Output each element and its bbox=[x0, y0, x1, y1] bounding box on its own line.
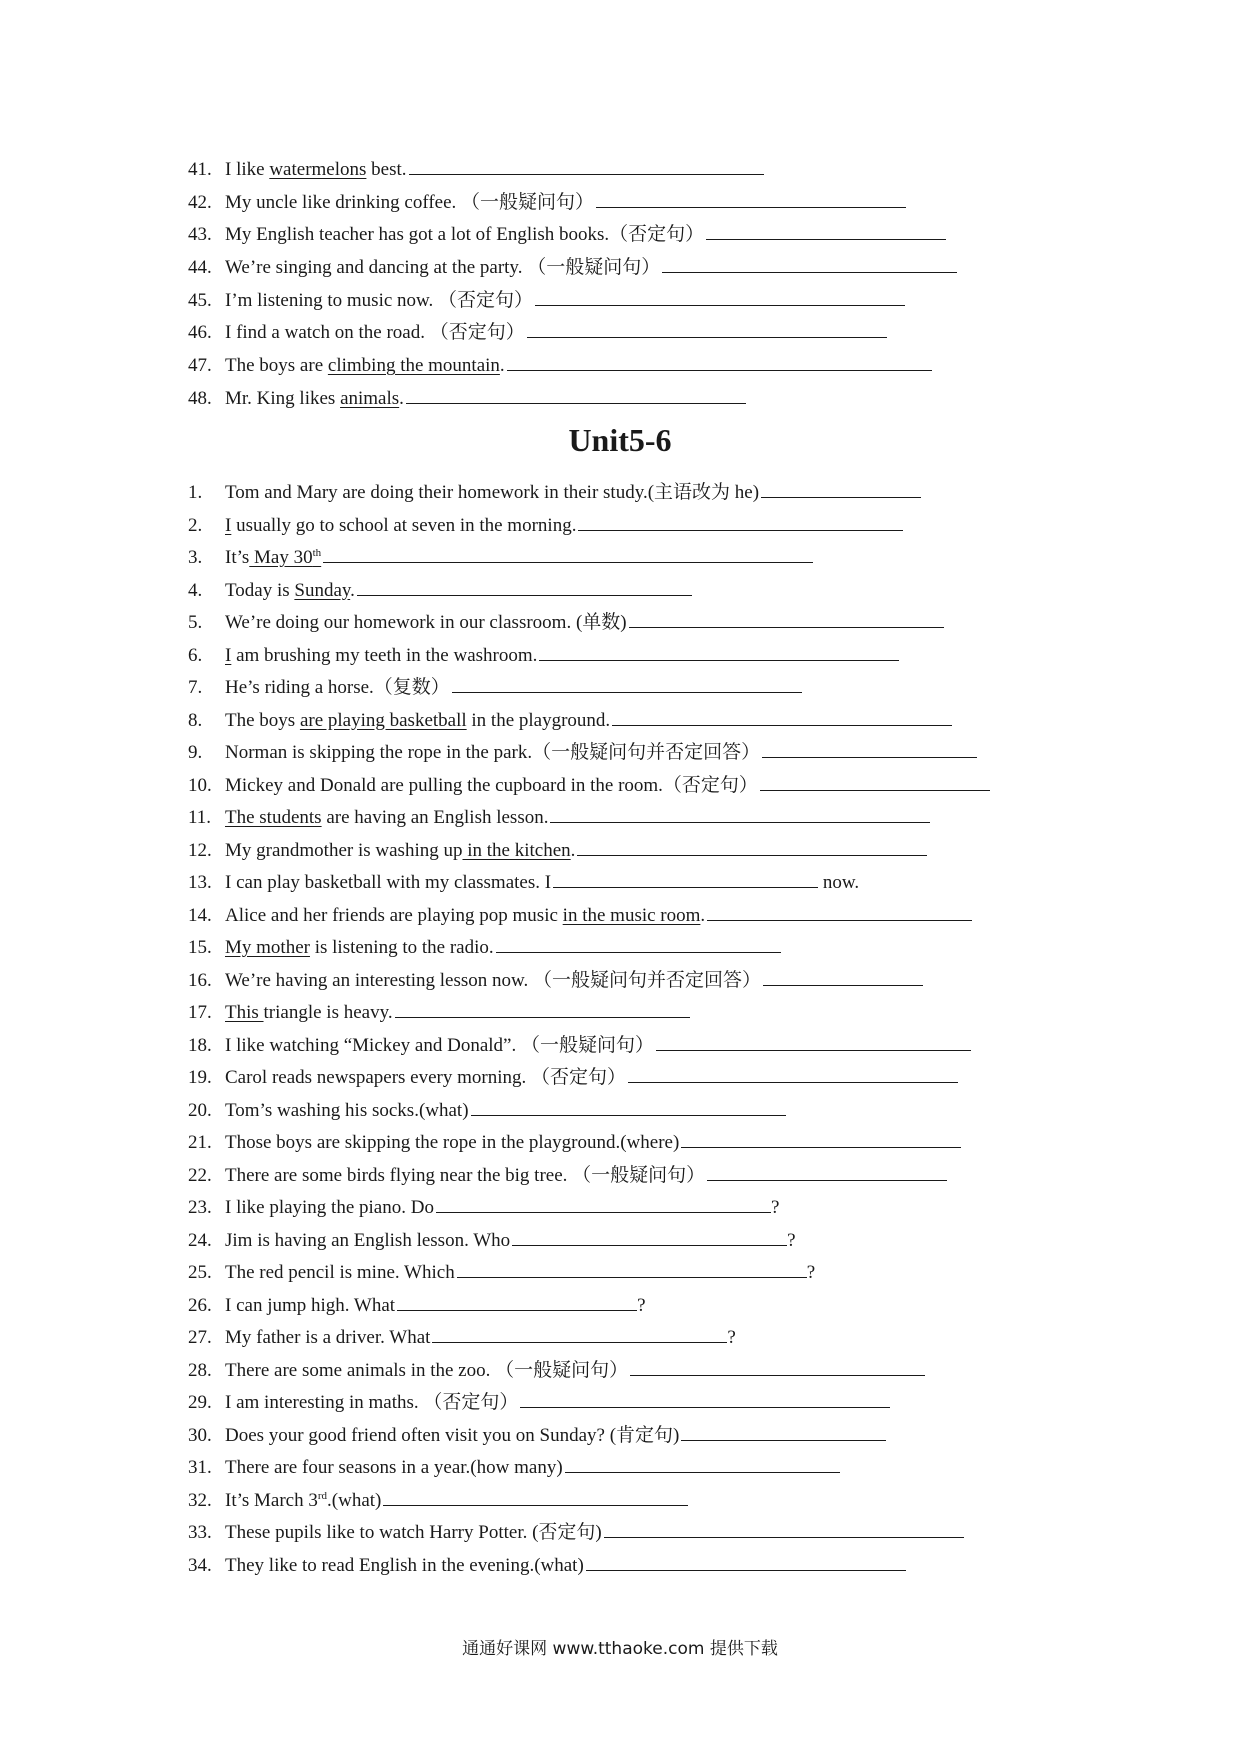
answer-blank[interactable] bbox=[550, 800, 930, 823]
item-number: 20. bbox=[188, 1099, 212, 1121]
unit-title: Unit5-6 bbox=[568, 422, 672, 458]
answer-blank[interactable] bbox=[471, 1093, 786, 1116]
sentence-text: .(what) bbox=[327, 1489, 382, 1511]
exercise-item bbox=[188, 963, 1068, 996]
trailing-text: ? bbox=[770, 1197, 780, 1218]
item-number: 29. bbox=[188, 1392, 212, 1413]
exercise-item bbox=[188, 1223, 1068, 1256]
exercise-item bbox=[188, 217, 1068, 250]
answer-blank[interactable] bbox=[397, 1288, 637, 1311]
sentence-text: Mr. King likes bbox=[225, 387, 341, 409]
item-number: 15. bbox=[188, 937, 212, 958]
item-number: 5. bbox=[188, 612, 203, 633]
item-number: 33. bbox=[188, 1522, 212, 1543]
exercise-item bbox=[188, 1255, 1068, 1288]
underlined-phrase: in the kitchen bbox=[462, 839, 571, 861]
sentence-text: Does your good friend often visit you on Sunday? (肯定句) bbox=[225, 1424, 680, 1446]
sentence-text: There are some birds flying near the big tree. （一般疑问句） bbox=[225, 1164, 706, 1186]
answer-blank[interactable] bbox=[577, 833, 927, 856]
exercise-list-part-1 bbox=[188, 152, 1068, 414]
sentence-text: Tom’s washing his socks.(what) bbox=[225, 1099, 469, 1121]
exercise-item bbox=[188, 250, 1068, 283]
exercise-item bbox=[188, 735, 1068, 768]
trailing-text: ? bbox=[787, 1229, 796, 1251]
item-number: 17. bbox=[188, 1002, 212, 1023]
sentence-text: The boys are bbox=[225, 355, 328, 377]
item-number: 43. bbox=[188, 224, 212, 246]
answer-blank[interactable] bbox=[586, 1548, 906, 1571]
sentence-text: It’s bbox=[225, 547, 250, 568]
exercise-item bbox=[188, 1353, 1068, 1386]
sentence-text: triangle is heavy. bbox=[263, 1002, 393, 1023]
item-number: 25. bbox=[188, 1262, 212, 1283]
sentence-text: . bbox=[350, 579, 355, 601]
item-number: 2. bbox=[188, 514, 203, 536]
sentence-text: We’re doing our homework in our classroom. (单数) bbox=[225, 612, 627, 633]
sentence-text: am brushing my teeth in the washroom. bbox=[231, 644, 538, 666]
answer-blank[interactable] bbox=[662, 250, 957, 273]
item-number: 47. bbox=[188, 355, 212, 377]
answer-blank[interactable] bbox=[452, 670, 802, 693]
exercise-item bbox=[188, 1158, 1068, 1191]
underlined-phrase: The students bbox=[225, 807, 322, 828]
exercise-item bbox=[188, 185, 1068, 218]
sentence-text: are having an English lesson. bbox=[321, 807, 549, 828]
exercise-item bbox=[188, 1483, 1068, 1516]
sentence-text: I find a watch on the road. （否定句） bbox=[225, 322, 525, 344]
item-number: 1. bbox=[188, 482, 203, 503]
item-number: 46. bbox=[188, 322, 212, 344]
sentence-text: They like to read English in the evening.(what) bbox=[225, 1554, 584, 1576]
sentence-text: . bbox=[570, 839, 576, 861]
answer-blank[interactable] bbox=[520, 1385, 890, 1408]
sentence-text: These pupils like to watch Harry Potter. (否定句) bbox=[225, 1522, 602, 1543]
exercise-item bbox=[188, 475, 1068, 508]
answer-blank[interactable] bbox=[706, 217, 946, 240]
item-number: 10. bbox=[188, 774, 212, 796]
sentence-text: My grandmother is washing up bbox=[225, 839, 463, 861]
answer-blank[interactable] bbox=[436, 1190, 771, 1213]
item-number: 4. bbox=[188, 579, 203, 601]
item-number: 21. bbox=[188, 1132, 212, 1153]
answer-blank[interactable] bbox=[512, 1223, 787, 1246]
ordinal-suffix: rd bbox=[317, 1489, 328, 1502]
exercise-item bbox=[188, 930, 1068, 963]
sentence-text: Jim is having an English lesson. Who bbox=[225, 1229, 511, 1251]
sentence-text: . bbox=[700, 904, 706, 926]
underlined-phrase: I bbox=[225, 514, 232, 536]
answer-blank[interactable] bbox=[596, 185, 906, 208]
answer-blank[interactable] bbox=[527, 315, 887, 338]
item-number: 31. bbox=[188, 1457, 212, 1478]
answer-blank[interactable] bbox=[630, 1353, 925, 1376]
sentence-text: I like watching “Mickey and Donald”. （一般疑问句） bbox=[225, 1034, 654, 1056]
item-number: 19. bbox=[188, 1067, 212, 1088]
sentence-text: I like playing the piano. Do bbox=[225, 1197, 434, 1218]
answer-blank[interactable] bbox=[707, 1158, 947, 1181]
sentence-text: . bbox=[499, 355, 505, 377]
sentence-text: Carol reads newspapers every morning. （否定句） bbox=[225, 1067, 627, 1088]
sentence-text: We’re singing and dancing at the party. （一般疑问句） bbox=[225, 257, 661, 279]
item-number: 11. bbox=[188, 807, 212, 828]
answer-blank[interactable] bbox=[604, 1515, 964, 1538]
item-number: 24. bbox=[188, 1229, 212, 1251]
sentence-text: He’s riding a horse.（复数） bbox=[225, 677, 450, 698]
trailing-text: ? bbox=[637, 1294, 646, 1316]
exercise-item bbox=[188, 1288, 1068, 1321]
item-number: 16. bbox=[188, 969, 212, 991]
item-number: 13. bbox=[188, 872, 212, 893]
item-number: 6. bbox=[188, 644, 203, 666]
underlined-phrase: This bbox=[225, 1002, 264, 1023]
underlined-phrase: May 30th bbox=[249, 547, 322, 568]
underlined-phrase: animals bbox=[340, 387, 400, 409]
item-number: 7. bbox=[188, 677, 203, 698]
exercise-item bbox=[188, 1515, 1068, 1548]
exercise-item bbox=[188, 865, 1068, 898]
exercise-item bbox=[188, 381, 1068, 414]
sentence-text: It’s March 3rd bbox=[225, 1489, 328, 1511]
exercise-item bbox=[188, 540, 1068, 573]
item-number: 34. bbox=[188, 1554, 212, 1576]
exercise-item bbox=[188, 315, 1068, 348]
item-number: 22. bbox=[188, 1164, 212, 1186]
exercise-item bbox=[188, 1125, 1068, 1158]
sentence-text: There are some animals in the zoo. （一般疑问句） bbox=[225, 1359, 629, 1381]
exercise-item bbox=[188, 1418, 1068, 1451]
answer-blank[interactable] bbox=[406, 381, 746, 404]
item-number: 48. bbox=[188, 387, 212, 409]
answer-blank[interactable] bbox=[432, 1320, 727, 1343]
answer-blank[interactable] bbox=[323, 540, 813, 563]
exercise-item bbox=[188, 670, 1068, 703]
sentence-text: There are four seasons in a year.(how many) bbox=[225, 1457, 563, 1478]
answer-blank[interactable] bbox=[565, 1450, 840, 1473]
answer-blank[interactable] bbox=[656, 1028, 971, 1051]
item-number: 23. bbox=[188, 1197, 212, 1218]
underlined-phrase: are playing basketball bbox=[299, 709, 467, 731]
exercise-item bbox=[188, 1320, 1068, 1353]
answer-blank[interactable] bbox=[612, 703, 952, 726]
exercise-item bbox=[188, 1385, 1068, 1418]
item-number: 42. bbox=[188, 191, 212, 213]
sentence-text: Today is bbox=[225, 579, 295, 601]
sentence-text: usually go to school at seven in the morning. bbox=[231, 514, 577, 536]
item-number: 9. bbox=[188, 742, 203, 763]
item-number: 14. bbox=[188, 904, 212, 926]
item-number: 44. bbox=[188, 257, 212, 279]
exercise-item bbox=[188, 1190, 1068, 1223]
item-number: 26. bbox=[188, 1294, 212, 1316]
answer-blank[interactable] bbox=[761, 475, 921, 498]
sentence-text: in the playground. bbox=[466, 709, 611, 731]
exercise-item bbox=[188, 1450, 1068, 1483]
answer-blank[interactable] bbox=[395, 995, 690, 1018]
answer-blank[interactable] bbox=[763, 963, 923, 986]
sentence-text: . bbox=[399, 387, 404, 409]
answer-blank[interactable] bbox=[507, 348, 932, 371]
exercise-item bbox=[188, 1093, 1068, 1126]
sentence-text: My uncle like drinking coffee. （一般疑问句） bbox=[225, 191, 595, 213]
answer-blank[interactable] bbox=[762, 735, 977, 758]
answer-blank[interactable] bbox=[539, 638, 899, 661]
item-number: 28. bbox=[188, 1359, 212, 1381]
sentence-text: Those boys are skipping the rope in the playground.(where) bbox=[225, 1132, 680, 1153]
answer-blank[interactable] bbox=[578, 508, 903, 531]
item-number: 27. bbox=[188, 1327, 212, 1348]
underlined-phrase: My mother bbox=[225, 937, 310, 958]
exercise-item bbox=[188, 605, 1068, 638]
trailing-text: ? bbox=[806, 1262, 816, 1283]
answer-blank[interactable] bbox=[553, 865, 818, 888]
sentence-text: I’m listening to music now. （否定句） bbox=[225, 289, 534, 311]
sentence-text: best. bbox=[366, 159, 407, 180]
underlined-phrase: Sunday bbox=[294, 579, 351, 601]
sentence-text: I can play basketball with my classmates. I bbox=[225, 872, 552, 893]
exercise-item bbox=[188, 1060, 1068, 1093]
sentence-text: Mickey and Donald are pulling the cupboard in the room.（否定句） bbox=[225, 774, 758, 796]
ordinal-suffix: th bbox=[312, 547, 322, 559]
trailing-text: ? bbox=[727, 1327, 736, 1348]
sentence-text: I am interesting in maths. （否定句） bbox=[225, 1392, 519, 1413]
sentence-text: My English teacher has got a lot of English books.（否定句） bbox=[225, 224, 705, 246]
underlined-phrase: watermelons bbox=[269, 159, 367, 180]
sentence-text: Norman is skipping the rope in the park.（一般疑问句并否定回答） bbox=[225, 742, 761, 763]
answer-blank[interactable] bbox=[457, 1255, 807, 1278]
sentence-text: is listening to the radio. bbox=[309, 937, 494, 958]
exercise-item bbox=[188, 800, 1068, 833]
underlined-phrase: I bbox=[225, 644, 232, 666]
item-number: 30. bbox=[188, 1424, 212, 1446]
exercise-item bbox=[188, 1548, 1068, 1581]
exercise-item bbox=[188, 703, 1068, 736]
answer-blank[interactable] bbox=[409, 152, 764, 175]
answer-blank[interactable] bbox=[628, 1060, 958, 1083]
item-number: 12. bbox=[188, 839, 212, 861]
sentence-text: Alice and her friends are playing pop music bbox=[225, 904, 563, 926]
item-number: 32. bbox=[188, 1489, 212, 1511]
sentence-text: The red pencil is mine. Which bbox=[225, 1262, 455, 1283]
answer-blank[interactable] bbox=[681, 1418, 886, 1441]
sentence-text: My father is a driver. What bbox=[225, 1327, 431, 1348]
answer-blank[interactable] bbox=[681, 1125, 961, 1148]
item-number: 41. bbox=[188, 159, 212, 180]
answer-blank[interactable] bbox=[535, 283, 905, 306]
answer-blank[interactable] bbox=[707, 898, 972, 921]
exercise-item bbox=[188, 995, 1068, 1028]
answer-blank[interactable] bbox=[383, 1483, 688, 1506]
underlined-phrase: climbing the mountain bbox=[327, 355, 500, 377]
underlined-phrase: in the music room bbox=[562, 904, 701, 926]
answer-blank[interactable] bbox=[496, 930, 781, 953]
answer-blank[interactable] bbox=[357, 573, 692, 596]
item-number: 45. bbox=[188, 289, 212, 311]
item-number: 8. bbox=[188, 709, 203, 731]
sentence-text: I like bbox=[225, 159, 270, 180]
exercise-item bbox=[188, 638, 1068, 671]
sentence-text: We’re having an interesting lesson now. （一般疑问句并否定回答） bbox=[225, 969, 762, 991]
exercise-item bbox=[188, 348, 1068, 381]
answer-blank[interactable] bbox=[629, 605, 944, 628]
exercise-item bbox=[188, 573, 1068, 606]
item-number: 18. bbox=[188, 1034, 212, 1056]
item-number: 3. bbox=[188, 547, 203, 568]
exercise-item bbox=[188, 768, 1068, 801]
sentence-text: Tom and Mary are doing their homework in their study.(主语改为 he) bbox=[225, 482, 760, 503]
exercise-item bbox=[188, 283, 1068, 316]
sentence-text: The boys bbox=[225, 709, 300, 731]
answer-blank[interactable] bbox=[760, 768, 990, 791]
exercise-item bbox=[188, 152, 1068, 185]
trailing-text: now. bbox=[818, 872, 860, 893]
sentence-text: I can jump high. What bbox=[225, 1294, 396, 1316]
exercise-item bbox=[188, 898, 1068, 931]
exercise-item bbox=[188, 508, 1068, 541]
exercise-item bbox=[188, 833, 1068, 866]
footer-credit: 通通好课网 www.tthaoke.com 提供下载 bbox=[462, 1639, 778, 1659]
exercise-list-unit5-6 bbox=[188, 475, 1068, 1580]
exercise-item bbox=[188, 1028, 1068, 1061]
